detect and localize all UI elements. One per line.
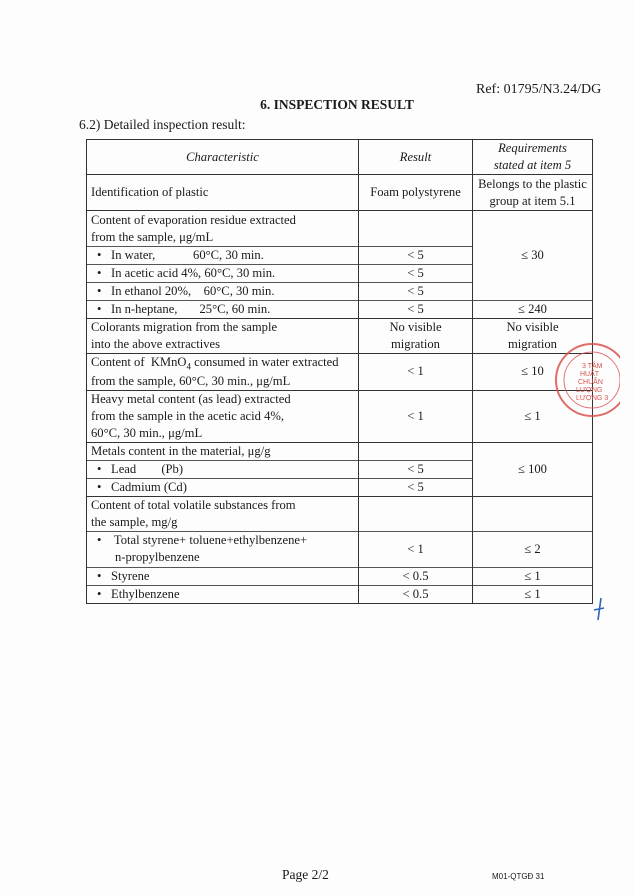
volatile-styrene-result: < 0.5 — [359, 567, 473, 585]
colorants-result — [359, 319, 473, 354]
colorants-req-line1: No visible — [506, 320, 559, 334]
initial-mark — [592, 596, 606, 622]
volatile-ethylbenzene-result: < 0.5 — [359, 585, 473, 603]
stamp-line4: LƯỢNG — [576, 387, 603, 394]
evaporation-water-result: < 5 — [359, 247, 473, 265]
volatile-styrene-requirement: ≤ 1 — [473, 567, 593, 585]
volatile-label-line2: the sample, mg/g — [91, 514, 178, 529]
colorants-label-line2: into the above extractives — [91, 337, 221, 351]
official-stamp — [552, 336, 620, 424]
metals-cadmium-label: • Cadmium (Cd) — [87, 478, 359, 496]
kmno4-label-line1b: consumed in water extracted — [191, 355, 339, 369]
inspection-table — [86, 139, 593, 604]
volatile-total-label — [87, 531, 359, 567]
heavy-metal-label-line3: 60°C, 30 min., μg/mL — [91, 425, 203, 440]
stamp-line2: HUẨT — [580, 371, 600, 378]
metals-lead-label: • Lead (Pb) — [87, 460, 359, 478]
table-row — [87, 175, 593, 211]
stamp-line3: CHUẨN — [578, 379, 603, 386]
heavy-metal-requirement: ≤ 1 — [473, 390, 593, 442]
ref-number: Ref: 01795/N3.24/DG — [476, 82, 602, 97]
evaporation-label — [87, 211, 359, 247]
evaporation-acetic-result: < 5 — [359, 265, 473, 283]
table-row — [87, 585, 593, 603]
colorants-label-line1: Colorants migration from the sample — [91, 320, 278, 334]
col-requirements-line1: Requirements — [498, 141, 567, 155]
volatile-total-label-line2: n-propylbenzene — [115, 550, 200, 565]
evaporation-heptane-req: ≤ 240 — [473, 301, 593, 319]
volatile-styrene-label: • Styrene — [87, 567, 359, 585]
col-requirements-line2: stated at item 5 — [493, 158, 572, 172]
kmno4-requirement: ≤ 10 — [473, 354, 593, 391]
page-number: Page 2/2 — [282, 867, 329, 882]
identification-requirement — [473, 175, 593, 211]
kmno4-subscript: 4 — [186, 361, 191, 372]
table-row — [87, 319, 593, 354]
heavy-metal-label — [87, 390, 359, 442]
col-result: Result — [359, 140, 473, 175]
evaporation-water-label: • In water, 60°C, 30 min. — [87, 247, 359, 265]
volatile-ethylbenzene-requirement: ≤ 1 — [473, 585, 593, 603]
evaporation-ethanol-result: < 5 — [359, 283, 473, 301]
colorants-label — [87, 319, 359, 354]
heavy-metal-result: < 1 — [359, 390, 473, 442]
volatile-label — [87, 496, 359, 531]
table-row — [87, 354, 593, 391]
identification-req-line2: group at item 5.1 — [489, 193, 576, 208]
kmno4-label — [87, 354, 359, 391]
volatile-total-result: < 1 — [359, 531, 473, 567]
volatile-total-requirement: ≤ 2 — [473, 531, 593, 567]
table-row — [87, 496, 593, 531]
table-row — [87, 211, 593, 247]
col-characteristic: Characteristic — [87, 140, 359, 175]
volatile-label-line1: Content of total volatile substances from — [91, 497, 296, 512]
colorants-req-line2: migration — [508, 337, 557, 351]
evaporation-heptane-result: < 5 — [359, 301, 473, 319]
heavy-metal-label-line1: Heavy metal content (as lead) extracted — [91, 391, 291, 406]
form-code: M01-QTGĐ 31 — [492, 872, 545, 881]
kmno4-label-line2: from the sample, 60°C, 30 min., μg/mL — [91, 373, 291, 388]
metals-cadmium-result: < 5 — [359, 478, 473, 496]
kmno4-label-line1a: Content of KMnO — [91, 355, 187, 369]
kmno4-result: < 1 — [359, 354, 473, 391]
col-requirements — [473, 140, 593, 175]
table-row — [87, 442, 593, 460]
evaporation-label-line1: Content of evaporation residue extracted — [91, 212, 296, 227]
table-row — [87, 301, 593, 319]
colorants-result-line2: migration — [391, 337, 440, 351]
evaporation-label-line2: from the sample, μg/mL — [91, 229, 214, 244]
stamp-line1: 3 TÂM — [582, 363, 603, 370]
identification-label: Identification of plastic — [87, 175, 359, 211]
section-subtitle: 6.2) Detailed inspection result: — [79, 117, 246, 132]
evaporation-ethanol-label: • In ethanol 20%, 60°C, 30 min. — [87, 283, 359, 301]
table-row — [87, 531, 593, 567]
volatile-total-label-line1: Total styrene+ toluene+ethylbenzene+ — [113, 533, 308, 548]
identification-result: Foam polystyrene — [359, 175, 473, 211]
colorants-result-line1: No visible — [389, 320, 442, 334]
table-row — [87, 567, 593, 585]
volatile-ethylbenzene-label: • Ethylbenzene — [87, 585, 359, 603]
evaporation-heptane-label: • In n-heptane, 25°C, 60 min. — [87, 301, 359, 319]
evaporation-acetic-label: • In acetic acid 4%, 60°C, 30 min. — [87, 265, 359, 283]
heavy-metal-label-line2: from the sample in the acetic acid 4%, — [91, 408, 285, 423]
stamp-line5: LƯỢNG 3 — [576, 395, 609, 402]
metals-req-group: ≤ 100 — [473, 442, 593, 496]
identification-req-line1: Belongs to the plastic — [478, 176, 587, 191]
section-title: 6. INSPECTION RESULT — [260, 97, 414, 112]
metals-label: Metals content in the material, μg/g — [87, 442, 359, 460]
evaporation-req-group: ≤ 30 — [473, 211, 593, 301]
table-header-row — [87, 140, 593, 175]
metals-lead-result: < 5 — [359, 460, 473, 478]
table-row — [87, 390, 593, 442]
